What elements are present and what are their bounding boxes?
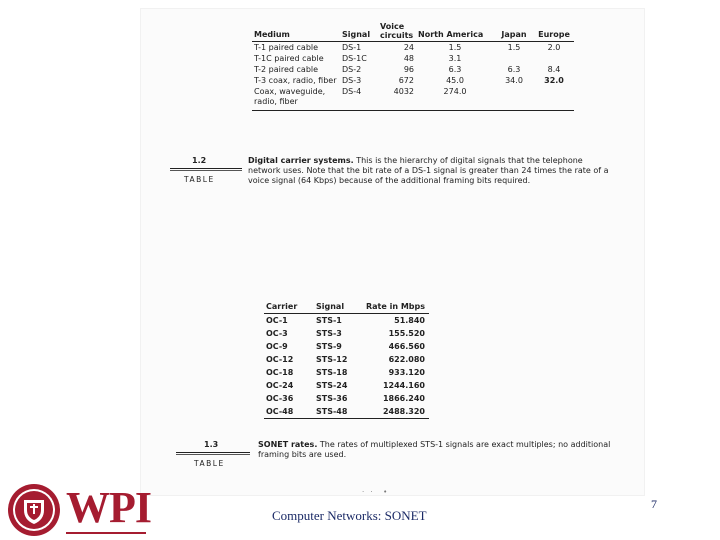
cell: 6.3 (448, 65, 462, 74)
table-row (264, 327, 429, 340)
cell: T-3 coax, radio, fiber (254, 76, 337, 85)
cell: STS-12 (316, 355, 348, 364)
cell: 8.4 (547, 65, 561, 74)
cell: T-1 paired cable (254, 43, 319, 52)
table-row (252, 75, 574, 86)
cell (494, 53, 534, 64)
cell (494, 86, 534, 111)
slide-footer-title: Computer Networks: SONET (272, 508, 427, 523)
caption-title: Digital carrier systems. (248, 156, 354, 165)
table-row (264, 405, 429, 419)
col-header: Japan (494, 22, 534, 42)
wordmark-rule (66, 532, 146, 534)
col-header: Medium (252, 22, 340, 42)
cell (534, 86, 574, 111)
wpi-wordmark: WPI (66, 483, 151, 532)
cell: OC-12 (266, 355, 294, 364)
caption-body: The rates of multiplexed STS-1 signals are exact multiples; no additional framing bits are used. (258, 440, 611, 459)
table-label: TABLE (184, 175, 215, 184)
table-header-row (264, 300, 429, 314)
cell: 155.520 (388, 329, 425, 338)
wpi-seal-icon (6, 482, 62, 538)
cell: 466.560 (388, 342, 425, 351)
cell: 274.0 (416, 86, 494, 111)
cell: 933.120 (388, 368, 425, 377)
wpi-logo (6, 482, 151, 538)
table-number: 1.2 (192, 156, 207, 165)
cell: STS-48 (314, 405, 364, 419)
cell: T-1C paired cable (254, 54, 324, 63)
scanned-page (140, 8, 645, 496)
cell: Coax, waveguide, radio, fiber (252, 86, 340, 111)
table-row (264, 366, 429, 379)
cell: STS-9 (316, 342, 342, 351)
cell: 4032 (378, 86, 416, 111)
cell: STS-18 (316, 368, 348, 377)
cell: 51.840 (394, 316, 425, 325)
table-row (264, 353, 429, 366)
col-header: Voice circuits (378, 22, 416, 42)
table-caption (258, 440, 628, 460)
col-header: Carrier (264, 300, 314, 314)
scan-artifact: · · • (362, 488, 390, 496)
caption-rule (176, 452, 250, 455)
cell: T-2 paired cable (254, 65, 319, 74)
table-row (264, 314, 429, 328)
cell: DS-4 (340, 86, 378, 111)
table-row (252, 86, 574, 111)
cell: 622.080 (388, 355, 425, 364)
table-row (264, 340, 429, 353)
digital-carrier-table (252, 22, 574, 111)
cell: OC-9 (266, 342, 288, 351)
table-row (252, 64, 574, 75)
table-caption (248, 156, 614, 186)
cell (534, 53, 574, 64)
cell: OC-18 (266, 368, 294, 377)
caption-title: SONET rates. (258, 440, 318, 449)
col-header: Europe (534, 22, 574, 42)
col-header: Signal (314, 300, 364, 314)
cell: DS-3 (342, 76, 362, 85)
cell: 6.3 (507, 65, 521, 74)
col-header: Signal (340, 22, 378, 42)
cell: 672 (398, 76, 414, 85)
cell: 45.0 (446, 76, 464, 85)
cell: STS-24 (316, 381, 348, 390)
sonet-rates-table (264, 300, 429, 419)
cell: 34.0 (505, 76, 523, 85)
caption-body: This is the hierarchy of digital signals that the telephone network uses. Note that the bit rate of a DS-1 signal is greater than 24 times the rate of a voice signal (64 Kbps) because of the additional framing bits required. (248, 156, 609, 185)
cell: 48 (403, 54, 414, 63)
cell: DS-1C (342, 54, 367, 63)
table-header-row (252, 22, 574, 42)
cell: OC-36 (266, 394, 294, 403)
slide-page-number: 7 (651, 497, 657, 511)
cell: 1.5 (448, 43, 462, 52)
cell: OC-48 (264, 405, 314, 419)
cell: STS-1 (316, 316, 342, 325)
cell: 32.0 (544, 76, 564, 85)
table-row (252, 42, 574, 54)
cell: 96 (403, 65, 414, 74)
table-row (264, 379, 429, 392)
col-header: North America (416, 22, 494, 42)
cell: OC-24 (266, 381, 294, 390)
cell: 1244.160 (382, 381, 425, 390)
cell: STS-36 (316, 394, 348, 403)
cell: 3.1 (448, 54, 462, 63)
caption-rule (170, 168, 242, 171)
cell: 1.5 (507, 43, 521, 52)
cell: DS-1 (342, 43, 362, 52)
cell: 24 (403, 43, 414, 52)
cell: OC-1 (266, 316, 288, 325)
cell: STS-3 (316, 329, 342, 338)
table-number: 1.3 (204, 440, 219, 449)
cell: 2.0 (547, 43, 561, 52)
cell: OC-3 (266, 329, 288, 338)
cell: 1866.240 (382, 394, 425, 403)
col-header: Rate in Mbps (364, 300, 429, 314)
table-row (252, 53, 574, 64)
table-row (264, 392, 429, 405)
table-label: TABLE (194, 459, 225, 468)
cell: DS-2 (342, 65, 362, 74)
cell: 2488.320 (364, 405, 429, 419)
